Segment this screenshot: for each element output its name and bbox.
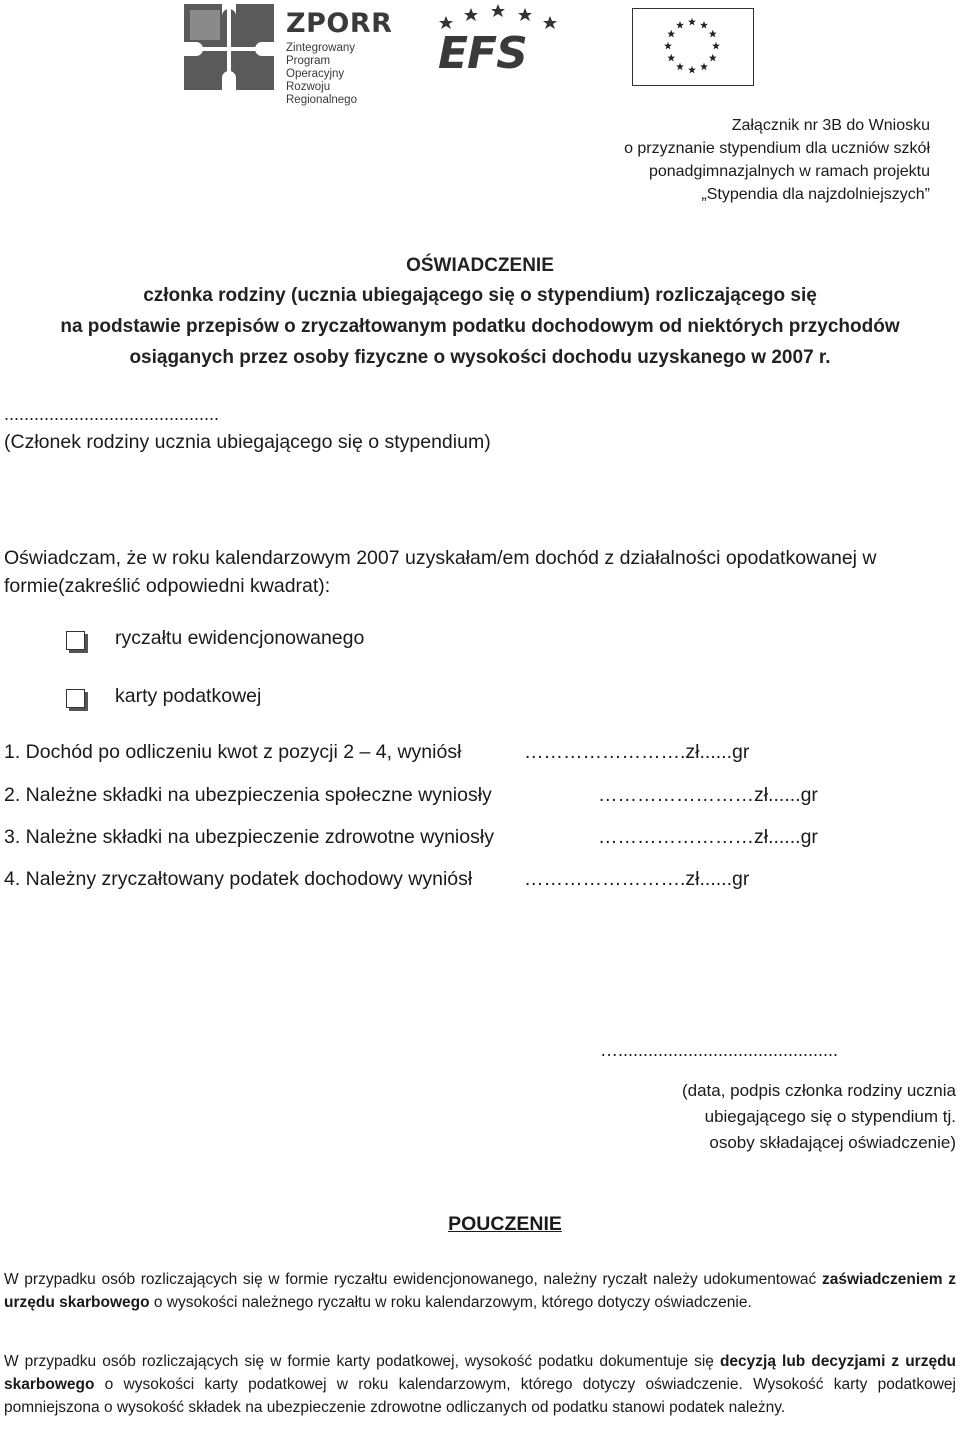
- health-insurance-amount-field[interactable]: ……………………zł......gr: [598, 826, 818, 848]
- checkbox-icon[interactable]: [66, 631, 85, 650]
- tax-item: 4. Należny zryczałtowany podatek dochodowy wyniósł: [4, 868, 473, 890]
- tax-amount-field[interactable]: …………………….zł......gr: [524, 868, 750, 890]
- title-line: osiąganych przez osoby fizyczne o wysokości dochodu uzyskanego w 2007 r.: [129, 347, 831, 368]
- eu-stars-icon: [633, 9, 752, 84]
- title-line: członka rodziny (ucznia ubiegającego się o stypendium) rozliczającego się: [143, 285, 817, 306]
- signature-caption: (data, podpis członka rodziny ucznia ubiegającego się o stypendium tj. osoby składającej oświadczenie): [681, 1081, 956, 1152]
- annex-line: Załącznik nr 3B do Wniosku: [731, 117, 930, 134]
- eu-star-icon: [676, 63, 684, 71]
- instruction-paragraph-1: W przypadku osób rozliczających się w formie ryczałtu ewidencjonowanego, należny ryczałt należy udokumentować zaświadczeniem z urzędu skarbowego o wysokości należnego ryczałtu w roku kalendarzowym, którego dotyczy oświadczenie.: [4, 1271, 956, 1311]
- annex-note: [624, 114, 930, 206]
- checkbox-icon[interactable]: [66, 689, 85, 708]
- income-amount-field[interactable]: …………………….zł......gr: [524, 741, 750, 763]
- option-label: ryczałtu ewidencjonowanego: [115, 627, 365, 649]
- member-name-field[interactable]: ...........................................: [4, 404, 220, 424]
- eu-star-icon: [700, 21, 708, 29]
- eu-star-icon: [709, 54, 717, 62]
- eu-flag-logo: [632, 8, 754, 86]
- income-item: 1. Dochód po odliczeniu kwot z pozycji 2 – 4, wyniósł: [4, 741, 462, 763]
- eu-star-icon: [667, 30, 675, 38]
- member-name-label: (Członek rodziny ucznia ubiegającego się o stypendium): [4, 431, 491, 453]
- zporr-title: ZPORR: [286, 8, 393, 39]
- zporr-logo: [182, 2, 393, 106]
- option-label: karty podatkowej: [115, 685, 262, 707]
- social-insurance-item: 2. Należne składki na ubezpieczenia społeczne wyniosły: [4, 784, 492, 806]
- eu-star-icon: [667, 54, 675, 62]
- eu-star-icon: [712, 42, 720, 50]
- title-line: na podstawie przepisów o zryczałtowanym podatku dochodowym od niektórych przychodów: [60, 316, 900, 337]
- puzzle-icon: [182, 2, 278, 92]
- annex-line: ponadgimnazjalnych w ramach projektu: [648, 163, 930, 180]
- title-main: OŚWIADCZENIE: [406, 255, 554, 276]
- eu-star-icon: [676, 21, 684, 29]
- instruction-paragraph-2: W przypadku osób rozliczających się w formie karty podatkowej, wysokość podatku dokumentuje się decyzją lub decyzjami z urzędu skarbowego o wysokości karty podatkowej w roku kalendarzowym, którego dotyczy oświadczenie. Wysokość karty podatkowej pomniejszona o wysokość składek na ubezpieczenie zdrowotne odliczanych od podatku stanowi podatek należny.: [4, 1353, 957, 1416]
- document-title: [0, 252, 960, 373]
- zporr-subtitle: Zintegrowany Program Operacyjny Rozwoju Regionalnego: [286, 42, 357, 106]
- eu-star-icon: [688, 66, 696, 74]
- declaration-text: Oświadczam, że w roku kalendarzowym 2007 uzyskałam/em dochód z działalności opodatkowanej w formie(zakreślić odpowiedni kwadrat):: [4, 547, 877, 597]
- annex-line: o przyznanie stypendium dla uczniów szkół: [624, 140, 930, 157]
- eu-star-icon: [709, 30, 717, 38]
- eu-star-icon: [664, 42, 672, 50]
- instruction-title: POUCZENIE: [448, 1213, 562, 1235]
- health-insurance-item: 3. Należne składki na ubezpieczenie zdrowotne wyniosły: [4, 826, 494, 848]
- efs-title: EFS: [438, 28, 527, 79]
- efs-logo: [436, 2, 568, 92]
- eu-star-icon: [700, 63, 708, 71]
- annex-line: „Stypendia dla najzdolniejszych”: [701, 186, 930, 203]
- eu-star-icon: [688, 18, 696, 26]
- signature-field[interactable]: …............................................: [600, 1040, 839, 1060]
- social-insurance-amount-field[interactable]: ……………………zł......gr: [598, 784, 818, 806]
